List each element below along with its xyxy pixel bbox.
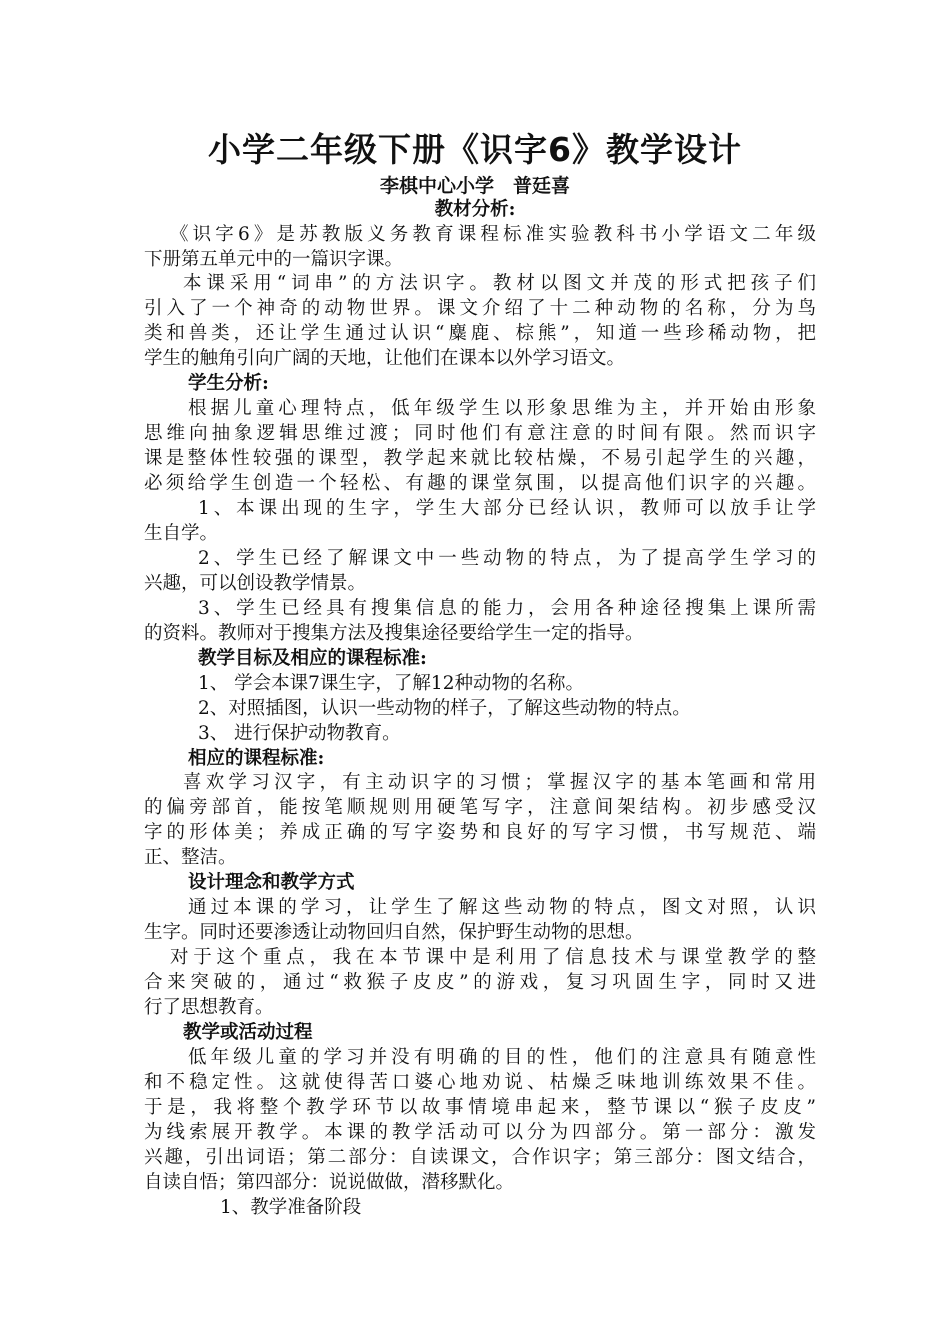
heading-teaching-goals: 教学目标及相应的课程标准:	[198, 648, 427, 669]
heading-student-analysis: 学生分析:	[188, 373, 269, 394]
goal-item: 3、 进行保护动物教育。	[198, 723, 401, 744]
paragraph-line: 生字。同时还要渗透让动物回归自然，保护野生动物的思想。	[144, 922, 644, 943]
paragraph-line: 正、整洁。	[144, 847, 237, 868]
step-item: 1、教学准备阶段	[220, 1197, 362, 1218]
paragraph-line: 类和兽类，还让学生通过认识“麋鹿、棕熊”，知道一些珍稀动物，把	[144, 323, 816, 344]
document-title: 小学二年级下册《识字6》教学设计	[208, 130, 742, 169]
paragraph-line: 合来突破的，通过“救猴子皮皮”的游戏，复习巩固生字，同时又进	[144, 972, 816, 993]
paragraph-line: 和不稳定性。这就使得苦口婆心地劝说、枯燥乏味地训练效果不佳。	[144, 1072, 816, 1093]
paragraph-line: 兴趣，可以创设教学情景。	[144, 573, 367, 594]
paragraph-line: 自读自悟；第四部分：说说做做，潜移默化。	[144, 1172, 515, 1193]
goal-item: 1、 学会本课7课生字，了解12种动物的名称。	[198, 673, 584, 694]
paragraph-line: 下册第五单元中的一篇识字课。	[144, 249, 404, 270]
paragraph-line: 字的形体美；养成正确的写字姿势和良好的写字习惯，书写规范、端	[144, 822, 816, 843]
heading-curriculum-standards: 相应的课程标准:	[188, 748, 325, 769]
paragraph-line: 《识字6》是苏教版义务教育课程标准实验教科书小学语文二年级	[170, 224, 816, 245]
paragraph-line: 兴趣，引出词语；第二部分：自读课文，合作识字；第三部分：图文结合，	[144, 1147, 816, 1168]
author-line: 李棋中心小学 普廷喜	[379, 175, 570, 197]
heading-design-concept: 设计理念和教学方式	[188, 872, 355, 893]
paragraph-line: 对于这个重点，我在本节课中是利用了信息技术与课堂教学的整	[170, 947, 816, 968]
paragraph-line: 思维向抽象逻辑思维过渡；同时他们有意注意的时间有限。然而识字	[144, 423, 816, 444]
heading-textbook-analysis: 教材分析:	[434, 199, 516, 220]
paragraph-line: 生自学。	[144, 523, 219, 544]
paragraph-line: 课是整体性较强的课型，教学起来就比较枯燥，不易引起学生的兴趣，	[144, 448, 816, 469]
paragraph-line: 2、学生已经了解课文中一些动物的特点，为了提高学生学习的	[198, 548, 816, 569]
heading-teaching-process: 教学或活动过程	[183, 1022, 313, 1043]
paragraph-line: 通过本课的学习，让学生了解这些动物的特点，图文对照，认识	[188, 897, 816, 918]
paragraph-line: 学生的触角引向广阔的天地，让他们在课本以外学习语文。	[144, 348, 626, 369]
paragraph-line: 必须给学生创造一个轻松、有趣的课堂氛围，以提高他们识字的兴趣。	[144, 473, 816, 494]
paragraph-line: 的偏旁部首，能按笔顺规则用硬笔写字，注意间架结构。初步感受汉	[144, 797, 816, 818]
paragraph-line: 根据儿童心理特点，低年级学生以形象思维为主，并开始由形象	[188, 398, 816, 419]
paragraph-line: 喜欢学习汉字，有主动识字的习惯；掌握汉字的基本笔画和常用	[183, 772, 816, 793]
paragraph-line: 于是，我将整个教学环节以故事情境串起来，整节课以“猴子皮皮”	[144, 1097, 816, 1118]
paragraph-line: 3、学生已经具有搜集信息的能力，会用各种途径搜集上课所需	[198, 598, 816, 619]
paragraph-line: 低年级儿童的学习并没有明确的目的性，他们的注意具有随意性	[188, 1047, 816, 1068]
paragraph-line: 行了思想教育。	[144, 997, 274, 1018]
paragraph-line: 本课采用“词串”的方法识字。教材以图文并茂的形式把孩子们	[183, 273, 816, 294]
paragraph-line: 1、本课出现的生字，学生大部分已经认识，教师可以放手让学	[198, 498, 816, 519]
goal-item: 2、对照插图，认识一些动物的样子，了解这些动物的特点。	[198, 698, 691, 719]
paragraph-line: 为线索展开教学。本课的教学活动可以分为四部分。第一部分：激发	[144, 1122, 816, 1143]
paragraph-line: 引入了一个神奇的动物世界。课文介绍了十二种动物的名称，分为鸟	[144, 298, 816, 319]
paragraph-line: 的资料。教师对于搜集方法及搜集途径要给学生一定的指导。	[144, 623, 644, 644]
